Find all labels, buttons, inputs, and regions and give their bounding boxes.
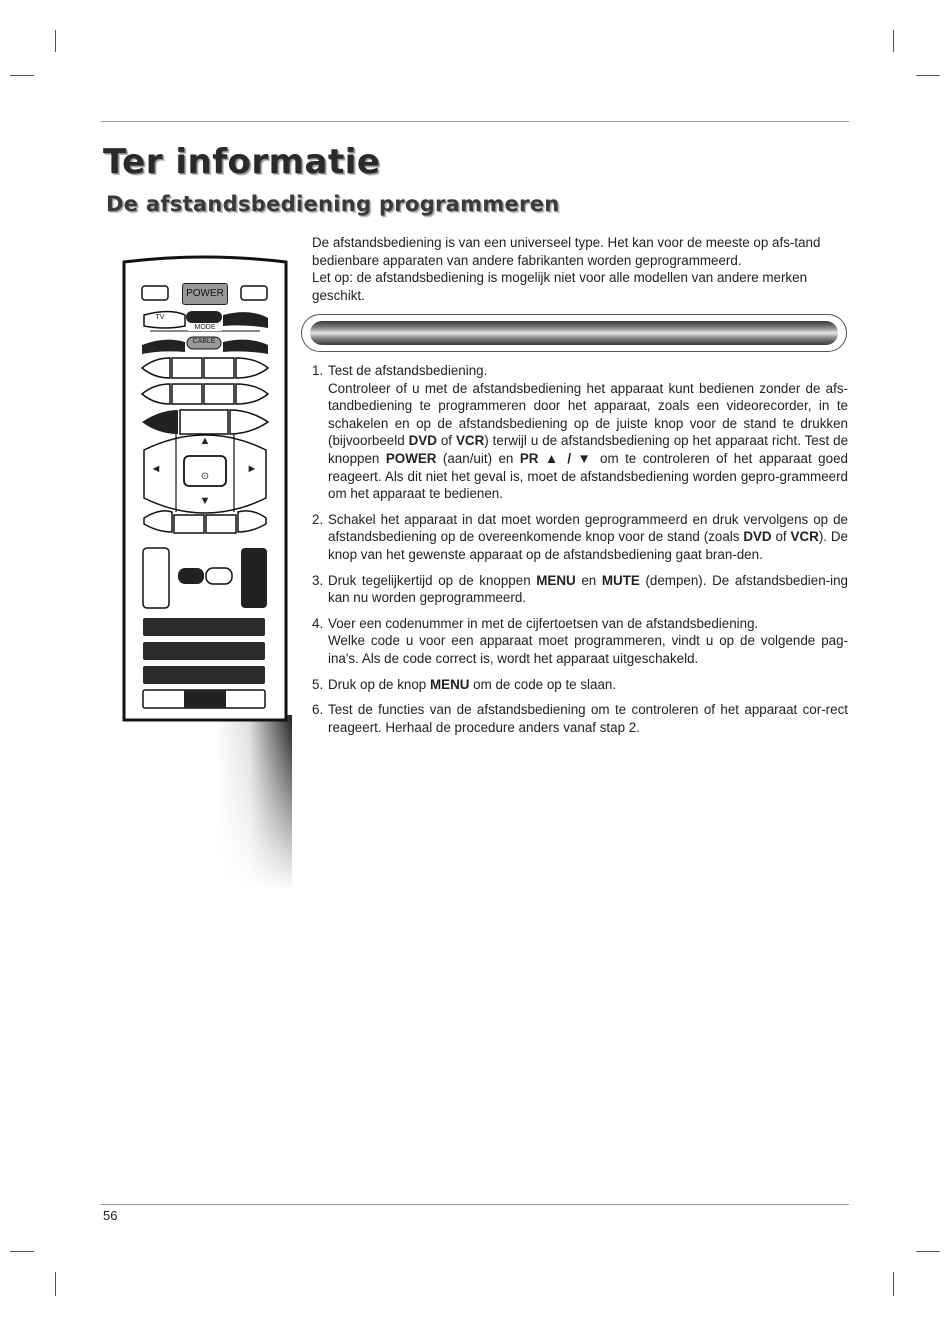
page-title: Ter informatie — [103, 142, 381, 182]
intro-note: Let op: de afstandsbediening is mogelijk niet voor alle modellen van andere merken geschikt. — [312, 270, 808, 303]
banner-bar — [310, 321, 838, 345]
remote-body — [110, 250, 295, 730]
up-arrow-icon: ▲ — [199, 435, 211, 447]
remote-button — [241, 286, 267, 300]
crop-mark — [55, 30, 56, 52]
right-arrow-icon: ► — [246, 463, 258, 475]
channel-rocker — [241, 548, 267, 608]
steps-list — [312, 362, 848, 744]
crop-mark — [916, 1251, 940, 1252]
down-arrow-icon: ▼ — [199, 495, 211, 507]
power-button: POWER — [182, 283, 228, 305]
page-subtitle: De afstandsbediening programmeren — [106, 192, 560, 216]
mode-label: MODE — [188, 324, 222, 331]
footer-rule — [101, 1204, 849, 1205]
crop-mark — [916, 75, 940, 76]
crop-mark — [10, 75, 34, 76]
crop-mark — [893, 1272, 894, 1296]
page-number: 56 — [103, 1208, 118, 1223]
section-banner — [301, 314, 847, 352]
list-item: 2. Schakel het apparaat in dat moet worden geprogrammeerd en druk vervolgens op de afstandsbediening op de overeenkomende knop voor de stand (zoals DVD of VCR). De knop van het gewenste apparaat op de afstandsbediening gaat bran-den. — [312, 511, 848, 562]
volume-rocker — [143, 548, 169, 608]
left-arrow-icon: ◄ — [150, 463, 162, 475]
list-item: 3. Druk tegelijkertijd op de knoppen MENU en MUTE (dempen). De afstandsbedien-ing kan nu worden geprogrammeerd. — [312, 572, 848, 606]
crop-mark — [55, 1272, 56, 1296]
list-item: 5. Druk op de knop MENU om de code op te slaan. — [312, 676, 617, 692]
intro-line: De afstandsbediening is van een universeel type. Het kan voor de meeste op afs-tand bedienbare apparaten van andere fabrikanten worden geprogrammeerd. — [312, 235, 821, 268]
remote-shadow — [122, 715, 292, 890]
remote-illustration — [110, 250, 295, 890]
remote-button — [142, 286, 168, 300]
crop-mark — [10, 1251, 34, 1252]
list-item: 4. Voer een codenummer in met de cijfertoetsen van de afstandsbediening. Welke code u voor een apparaat moet programmeren, vindt u op de volgende pag-ina's. Als de code correct is, wordt het apparaat uitgeschakeld. — [312, 615, 848, 666]
header-rule — [101, 121, 849, 122]
tv-label: TV — [155, 314, 165, 321]
intro-paragraph — [312, 234, 840, 304]
crop-mark — [893, 30, 894, 52]
ok-icon: ⊙ — [200, 471, 210, 482]
cable-label: CABLE — [192, 338, 216, 345]
list-item: 6. Test de functies van de afstandsbediening om te controleren of het apparaat cor-rect reageert. Herhaal de procedure anders vanaf stap 2. — [312, 702, 848, 735]
list-item: 1. Test de afstandsbediening. Controleer of u met de afstandsbediening het apparaat kunt bedienen zonder de afs-tandbediening te programmeren door het apparaat, zoals een videorecorder, in te schakelen en op de afstandsbediening op de juiste knop voor de stand te drukken (bijvoorbeeld DVD of VCR) terwijl u de afstandsbediening op het apparaat richt. Test de knoppen POWER (aan/uit) en PR ▲ / ▼ om te controleren of het apparaat goed reageert. Als dit niet het geval is, moet de afstandsbediening worden gepro-grammeerd om het apparaat te bedienen. — [312, 363, 849, 502]
